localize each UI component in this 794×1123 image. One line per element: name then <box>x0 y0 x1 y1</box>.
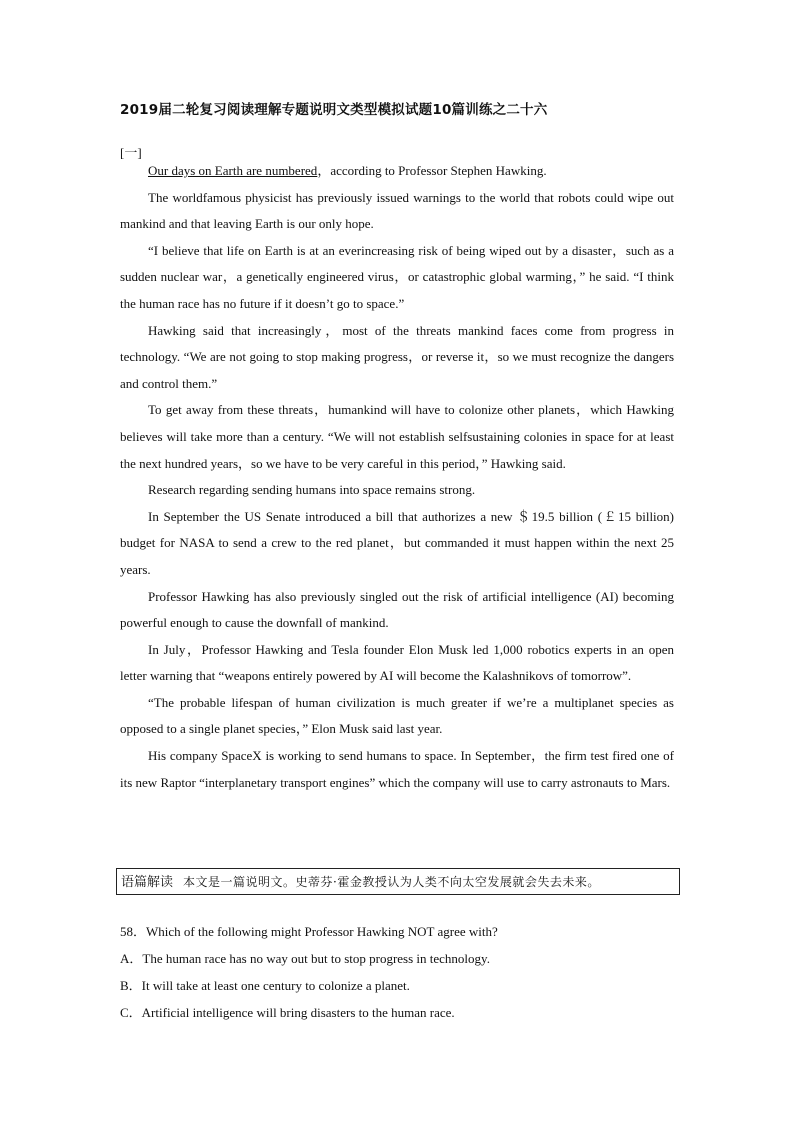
paragraph-1 <box>120 158 674 185</box>
paragraph-3: “I believe that life on Earth is at an everincreasing risk of being wiped out by a disaster，such as a sudden nuclear war，a genetically engineered virus，or catastrophic global warming，” he said. “I think the human race has no future if it doesn’t go to space.” <box>120 242 674 311</box>
question-stem: 58．Which of the following might Professor Hawking NOT agree with? <box>120 924 498 939</box>
underlined-phrase: Our days on Earth are numbered <box>148 163 318 178</box>
passage-body <box>120 158 674 796</box>
paragraph-5: To get away from these threats，humankind will have to colonize other planets，which Hawking believes will take more than a century. “We will not establish selfsustaining colonies in space for at least the next hundred years，so we have to be very careful in this period，” Hawking said. <box>120 402 674 471</box>
paragraph-10: “The probable lifespan of human civilization is much greater if we’re a multiplanet species as opposed to a single planet species，” Elon Musk said last year. <box>120 694 674 737</box>
paragraph-7: In September the US Senate introduced a bill that authorizes a new ＄19.5 billion (￡15 billion) budget for NASA to send a crew to the red planet，but commanded it must happen within the next 25 years. <box>120 508 674 577</box>
paragraph-6: Research regarding sending humans into space remains strong. <box>148 482 476 498</box>
paragraph-9: In July，Professor Hawking and Tesla founder Elon Musk led 1,000 robotics experts in an open letter warning that “weapons entirely powered by AI will become the Kalashnikovs of tomorrow”. <box>120 641 674 684</box>
analysis-text: 本文是一篇说明文。史蒂芬·霍金教授认为人类不向太空发展就会失去未来。 <box>183 875 600 889</box>
section-marker: [一] <box>120 145 142 160</box>
option-b: B．It will take at least one century to colonize a planet. <box>120 978 410 993</box>
paragraph-text: ，according to Professor Stephen Hawking. <box>317 163 547 178</box>
analysis-label: 语篇解读 <box>121 875 174 890</box>
passage-analysis-box <box>116 868 680 895</box>
option-a: A．The human race has no way out but to stop progress in technology. <box>120 951 490 966</box>
paragraph-8: Professor Hawking has also previously singled out the risk of artificial intelligence (AI) becoming powerful enough to cause the downfall of mankind. <box>120 588 674 631</box>
paragraph-11: His company SpaceX is working to send humans to space. In September，the firm test fired one of its new Raptor “interplanetary transport engines” which the company will use to carry astronauts to Mars. <box>120 748 674 790</box>
paragraph-2: The worldfamous physicist has previously issued warnings to the world that robots could wipe out mankind and that leaving Earth is our only hope. <box>120 189 674 232</box>
option-c: C．Artificial intelligence will bring disasters to the human race. <box>120 1005 455 1020</box>
paragraph-4: Hawking said that increasingly，most of the threats mankind faces come from progress in technology. “We are not going to stop making progress，or reverse it，so we must recognize the dangers and control them.” <box>120 322 674 391</box>
question-58 <box>120 918 680 1026</box>
document-title: 2019届二轮复习阅读理解专题说明文类型模拟试题10篇训练之二十六 <box>120 102 548 118</box>
